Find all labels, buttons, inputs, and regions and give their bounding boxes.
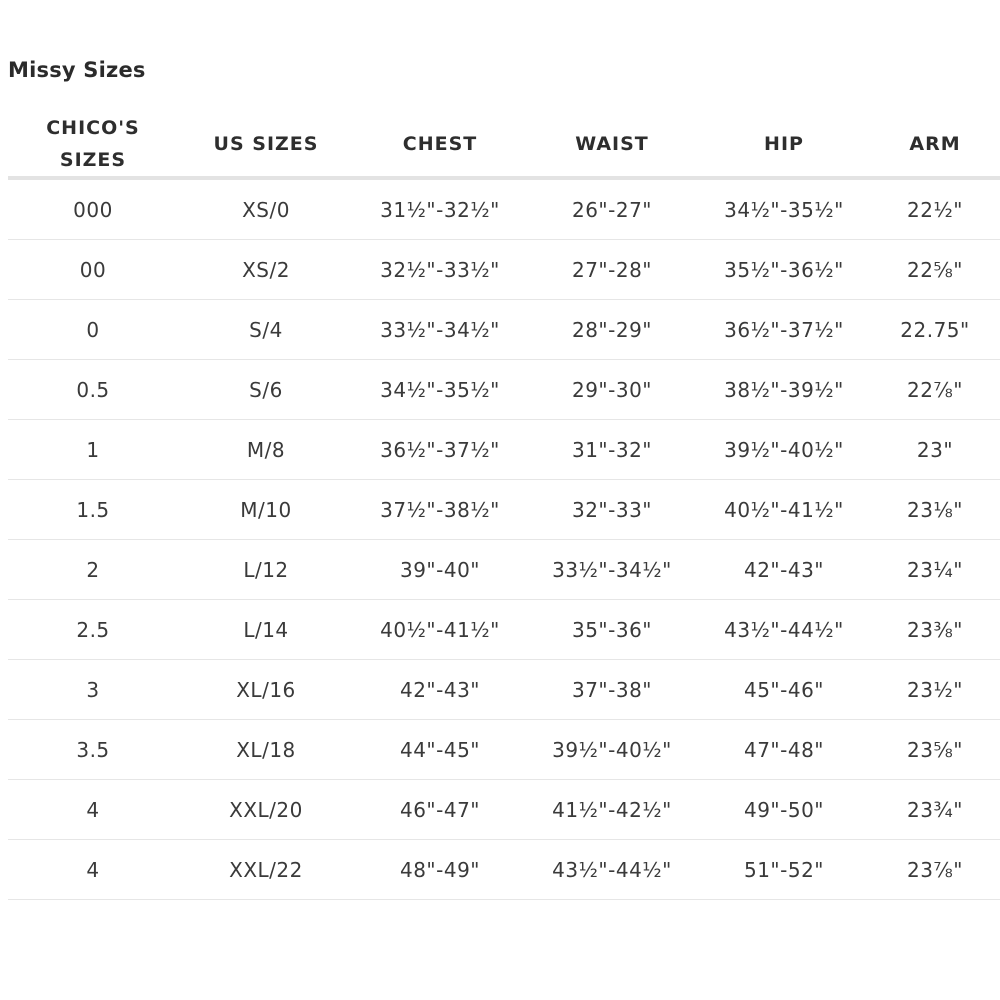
cell-waist: 32"-33" <box>526 480 698 540</box>
table-row <box>8 300 1000 360</box>
cell-arm: 23⅞" <box>870 840 1000 900</box>
cell-arm: 23⅛" <box>870 480 1000 540</box>
cell-chicos-size: 3 <box>8 660 178 720</box>
cell-hip: 49"-50" <box>698 780 870 840</box>
cell-chest: 44"-45" <box>354 720 526 780</box>
table-row <box>8 780 1000 840</box>
cell-hip: 43½"-44½" <box>698 600 870 660</box>
header-us-sizes: US SIZES <box>178 112 354 178</box>
cell-us-size: XS/2 <box>178 240 354 300</box>
header-row <box>8 112 1000 178</box>
cell-chest: 36½"-37½" <box>354 420 526 480</box>
cell-chicos-size: 4 <box>8 780 178 840</box>
cell-hip: 51"-52" <box>698 840 870 900</box>
cell-chest: 34½"-35½" <box>354 360 526 420</box>
cell-hip: 39½"-40½" <box>698 420 870 480</box>
header-chest: CHEST <box>354 112 526 178</box>
table-row <box>8 540 1000 600</box>
table-header <box>8 112 1000 178</box>
cell-arm: 22.75" <box>870 300 1000 360</box>
cell-arm: 23⅝" <box>870 720 1000 780</box>
cell-us-size: M/8 <box>178 420 354 480</box>
cell-chest: 33½"-34½" <box>354 300 526 360</box>
table-row <box>8 720 1000 780</box>
cell-us-size: L/12 <box>178 540 354 600</box>
cell-waist: 29"-30" <box>526 360 698 420</box>
cell-us-size: XXL/20 <box>178 780 354 840</box>
cell-arm: 23" <box>870 420 1000 480</box>
table-row <box>8 480 1000 540</box>
cell-chicos-size: 4 <box>8 840 178 900</box>
cell-us-size: XS/0 <box>178 178 354 240</box>
cell-arm: 23¼" <box>870 540 1000 600</box>
cell-chicos-size: 0 <box>8 300 178 360</box>
cell-waist: 37"-38" <box>526 660 698 720</box>
table-row <box>8 178 1000 240</box>
cell-us-size: S/4 <box>178 300 354 360</box>
cell-hip: 34½"-35½" <box>698 178 870 240</box>
table-row <box>8 420 1000 480</box>
table-row <box>8 600 1000 660</box>
cell-chicos-size: 1.5 <box>8 480 178 540</box>
table-row <box>8 360 1000 420</box>
cell-chicos-size: 2 <box>8 540 178 600</box>
cell-chicos-size: 00 <box>8 240 178 300</box>
size-table <box>8 112 1000 900</box>
cell-hip: 45"-46" <box>698 660 870 720</box>
cell-chest: 46"-47" <box>354 780 526 840</box>
cell-chest: 48"-49" <box>354 840 526 900</box>
cell-waist: 33½"-34½" <box>526 540 698 600</box>
cell-hip: 40½"-41½" <box>698 480 870 540</box>
cell-waist: 41½"-42½" <box>526 780 698 840</box>
header-waist: WAIST <box>526 112 698 178</box>
cell-us-size: XL/18 <box>178 720 354 780</box>
cell-waist: 35"-36" <box>526 600 698 660</box>
cell-chicos-size: 1 <box>8 420 178 480</box>
cell-chicos-size: 2.5 <box>8 600 178 660</box>
cell-waist: 26"-27" <box>526 178 698 240</box>
cell-chicos-size: 000 <box>8 178 178 240</box>
cell-us-size: XL/16 <box>178 660 354 720</box>
cell-hip: 47"-48" <box>698 720 870 780</box>
cell-chest: 31½"-32½" <box>354 178 526 240</box>
cell-arm: 23⅜" <box>870 600 1000 660</box>
cell-waist: 39½"-40½" <box>526 720 698 780</box>
cell-chest: 40½"-41½" <box>354 600 526 660</box>
cell-chest: 37½"-38½" <box>354 480 526 540</box>
table-row <box>8 660 1000 720</box>
cell-hip: 38½"-39½" <box>698 360 870 420</box>
table-body <box>8 178 1000 900</box>
cell-arm: 23¾" <box>870 780 1000 840</box>
header-chicos-sizes: CHICO'S SIZES <box>8 112 178 178</box>
cell-arm: 23½" <box>870 660 1000 720</box>
table-row <box>8 840 1000 900</box>
cell-hip: 36½"-37½" <box>698 300 870 360</box>
cell-chest: 42"-43" <box>354 660 526 720</box>
cell-us-size: S/6 <box>178 360 354 420</box>
cell-waist: 43½"-44½" <box>526 840 698 900</box>
cell-us-size: M/10 <box>178 480 354 540</box>
cell-waist: 31"-32" <box>526 420 698 480</box>
cell-arm: 22⅝" <box>870 240 1000 300</box>
cell-chest: 32½"-33½" <box>354 240 526 300</box>
cell-waist: 28"-29" <box>526 300 698 360</box>
cell-waist: 27"-28" <box>526 240 698 300</box>
cell-us-size: XXL/22 <box>178 840 354 900</box>
header-hip: HIP <box>698 112 870 178</box>
cell-chicos-size: 0.5 <box>8 360 178 420</box>
size-chart <box>8 52 1000 900</box>
header-arm: ARM <box>870 112 1000 178</box>
cell-arm: 22⅞" <box>870 360 1000 420</box>
cell-hip: 42"-43" <box>698 540 870 600</box>
chart-title: Missy Sizes <box>8 58 146 82</box>
cell-hip: 35½"-36½" <box>698 240 870 300</box>
cell-chest: 39"-40" <box>354 540 526 600</box>
table-row <box>8 240 1000 300</box>
cell-chicos-size: 3.5 <box>8 720 178 780</box>
cell-arm: 22½" <box>870 178 1000 240</box>
cell-us-size: L/14 <box>178 600 354 660</box>
